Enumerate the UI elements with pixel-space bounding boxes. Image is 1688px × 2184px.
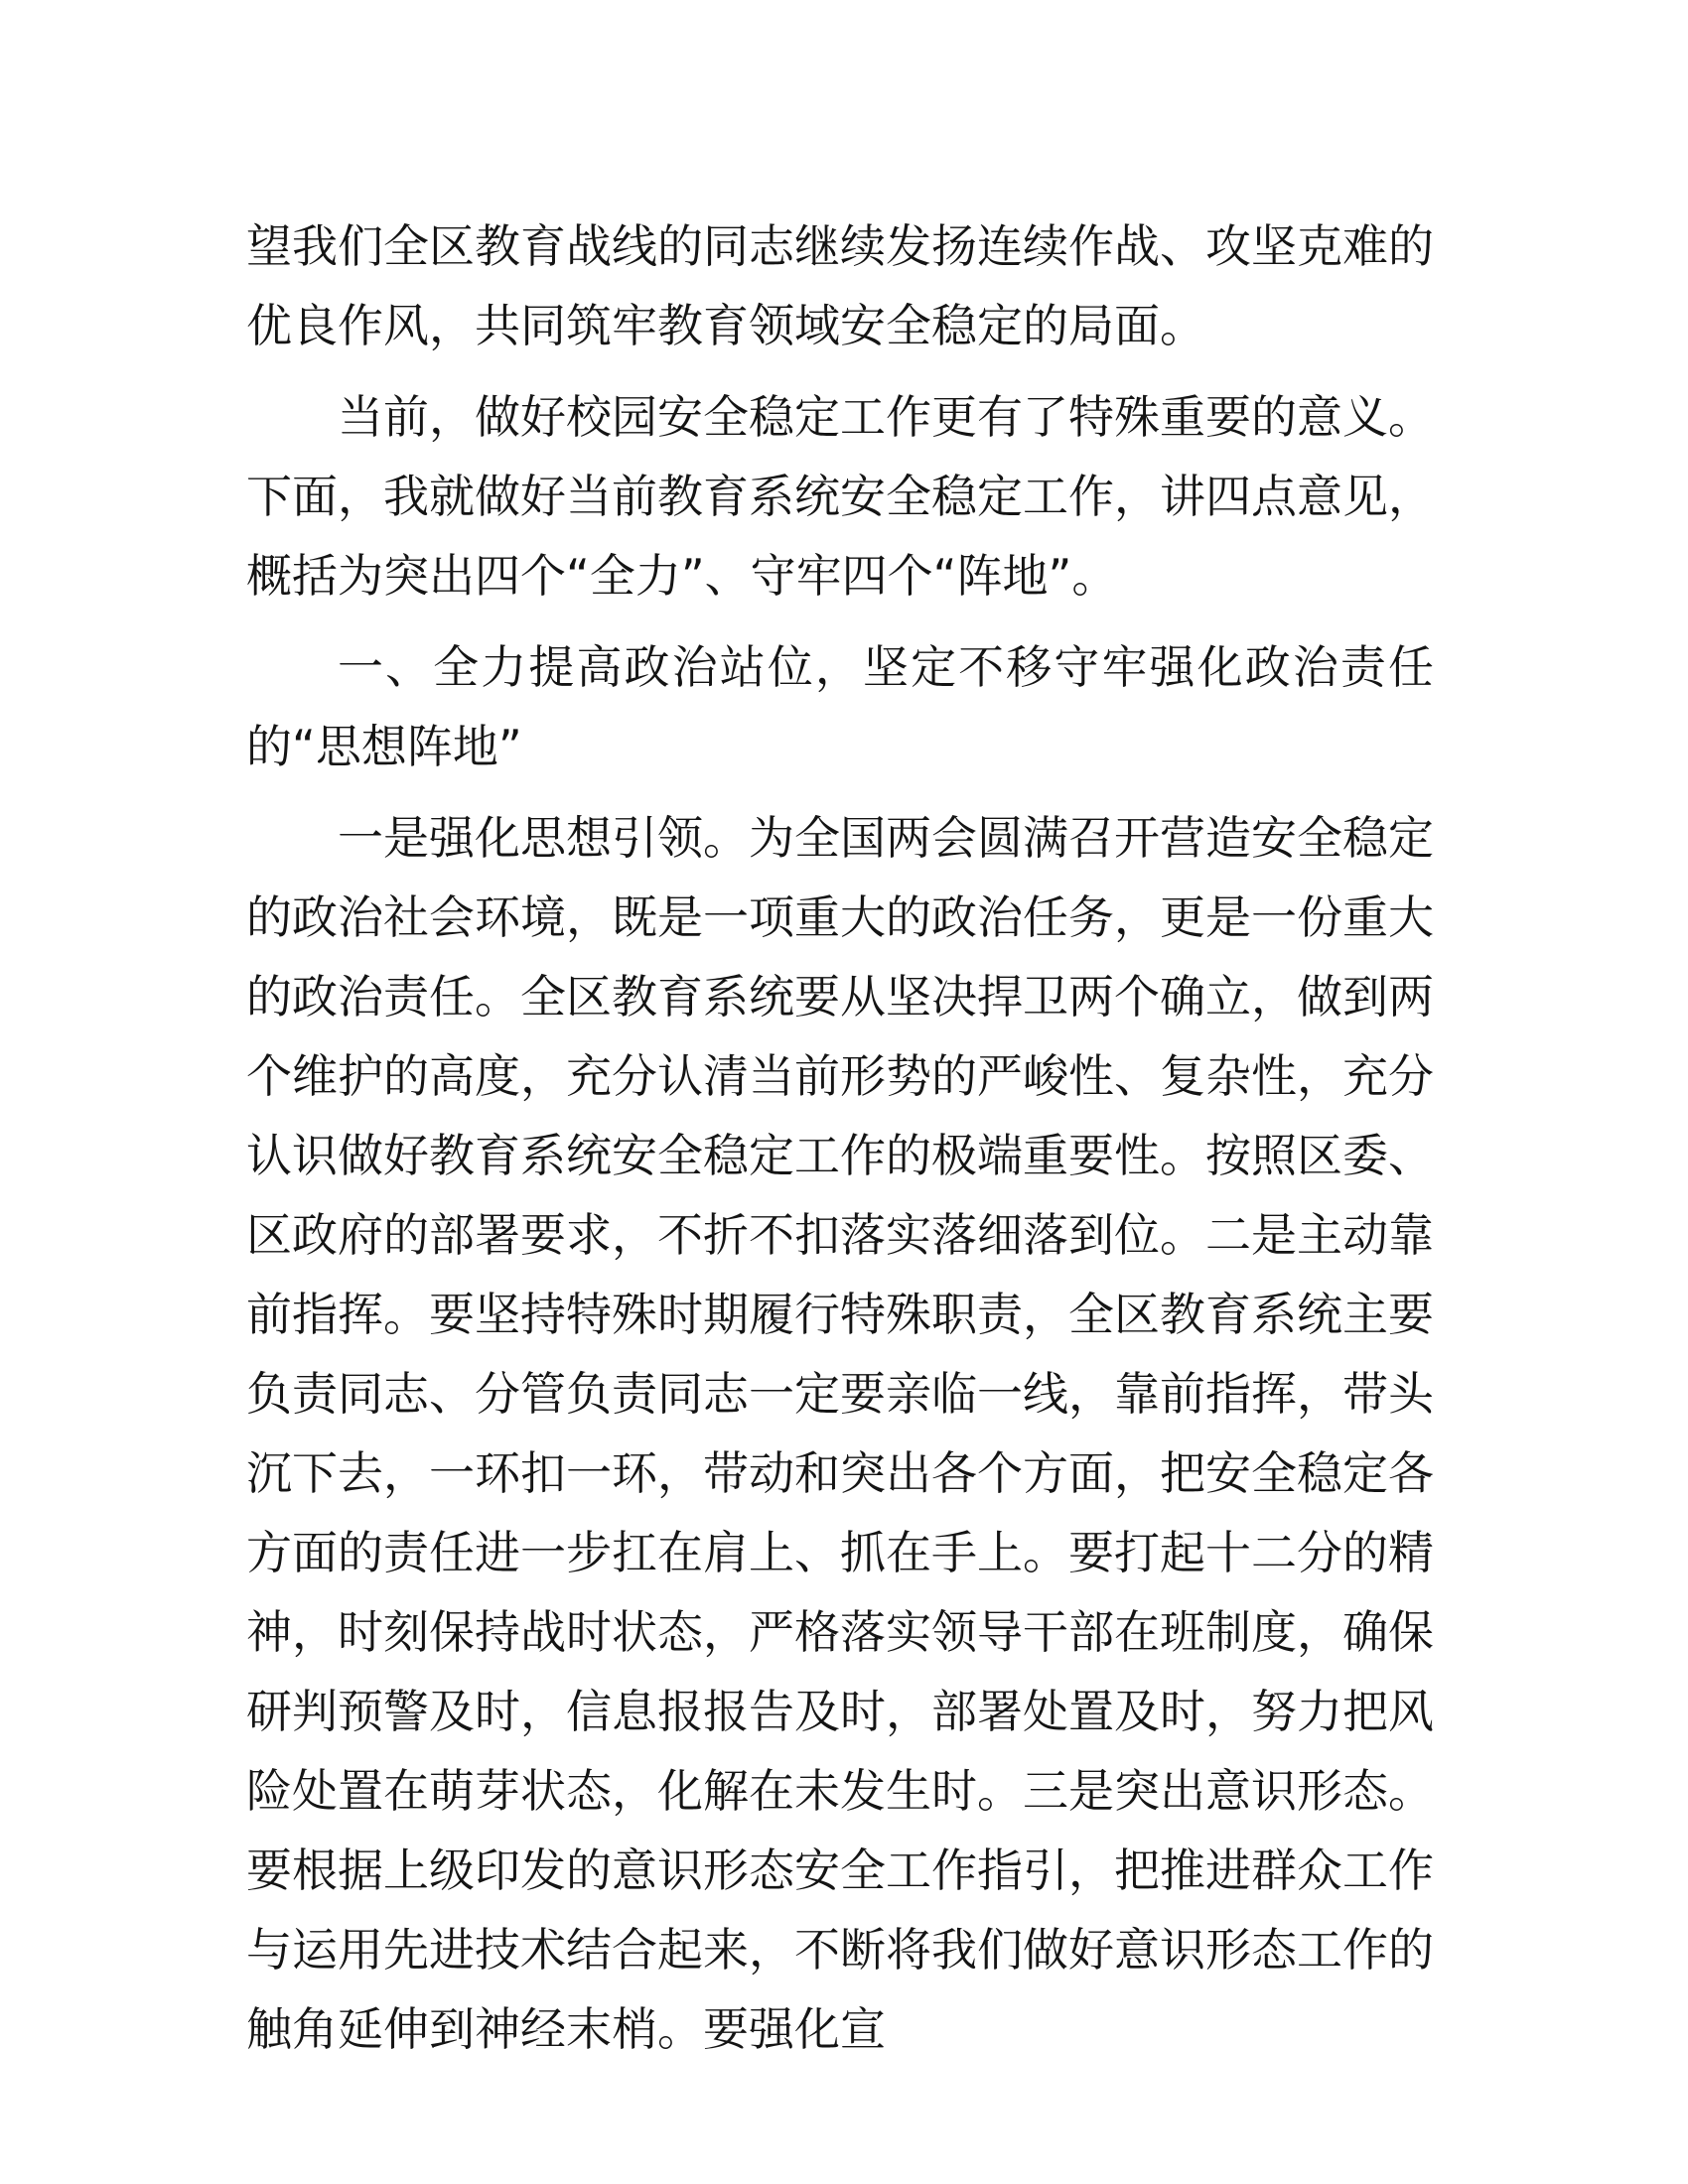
paragraph-intro: 当前，做好校园安全稳定工作更有了特殊重要的意义。下面，我就做好当前教育系统安全稳定工作，讲四点意见，概括为突出四个“全力”、守牢四个“阵地”。 — [246, 390, 1434, 603]
paragraph-body: 一是强化思想引领。为全国两会圆满召开营造安全稳定的政治社会环境，既是一项重大的政治任务，更是一份重大的政治责任。全区教育系统要从坚决捍卫两个确立，做到两个维护的高度，充分认清当前形势的严峻性、复杂性，充分认识做好教育系统安全稳定工作的极端重要性。按照区委、区政府的部署要求，不折不扣落实落细落到位。二是主动靠前指挥。要坚持特殊时期履行特殊职责，全区教育系统主要负责同志、分管负责同志一定要亲临一线，靠前指挥，带头沉下去，一环扣一环，带动和突出各个方面，把安全稳定各方面的责任进一步扛在肩上、抓在手上。要打起十二分的精神，时刻保持战时状态，严格落实领导干部在班制度，确保研判预警及时，信息报报告及时，部署处置及时，努力把风险处置在萌芽状态，化解在未发生时。三是突出意识形态。要根据上级印发的意识形态安全工作指引，把推进群众工作与运用先进技术结合起来，不断将我们做好意识形态工作的触角延伸到神经末梢。要强化宣 — [246, 811, 1434, 2056]
document-body — [246, 206, 1434, 2081]
section-heading: 一、全力提高政治站位，坚定不移守牢强化政治责任的“思想阵地” — [246, 640, 1434, 773]
paragraph-continuation: 望我们全区教育战线的同志继续发扬连续作战、攻坚克难的优良作风，共同筑牢教育领域安全稳定的局面。 — [246, 219, 1434, 352]
